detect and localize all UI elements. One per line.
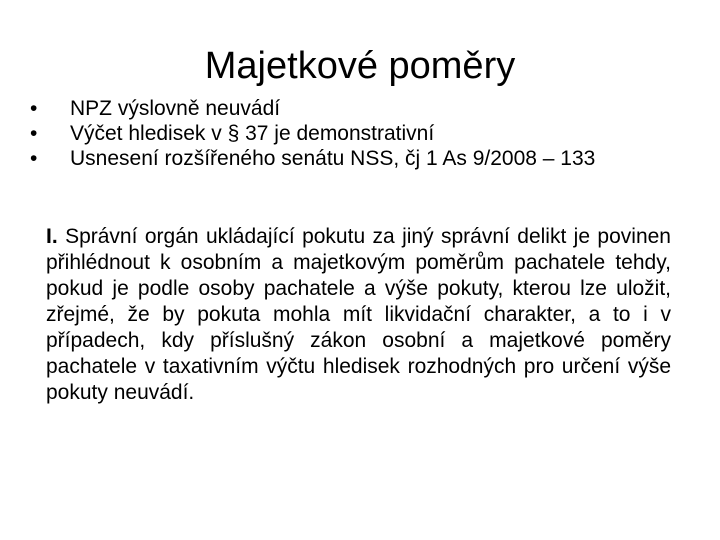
bullet-list — [24, 96, 684, 171]
bullet-item — [24, 121, 684, 146]
bullet-dot: • — [30, 122, 38, 145]
bullet-dot: • — [30, 97, 38, 120]
paragraph-number: I. — [46, 225, 58, 248]
bullet-item — [24, 146, 684, 171]
paragraph-text: Správní orgán ukládající pokutu za jiný správní delikt je povinen přihlédnout k osobním a majetkovým poměrům pachatele tehdy, pokud je podle osoby pachatele a výše pokuty, kterou lze uložit, zřejmé, že by pokuta mohla mít likvidační charakter, a to i v případech, kdy příslušný zákon osobní a majetkové poměry pachatele v taxativním výčtu hledisek rozhodných pro určení výše pokuty neuvádí. — [46, 225, 671, 404]
bullet-text: Usnesení rozšířeného senátu NSS, čj 1 As 9/2008 – 133 — [70, 147, 596, 170]
bullet-dot: • — [30, 147, 38, 170]
bullet-text: NPZ výslovně neuvádí — [70, 97, 281, 120]
bullet-item — [24, 96, 684, 121]
ruling-paragraph — [46, 224, 671, 406]
slide-title: Majetkové poměry — [204, 45, 516, 87]
bullet-text: Výčet hledisek v § 37 je demonstrativní — [70, 122, 435, 145]
